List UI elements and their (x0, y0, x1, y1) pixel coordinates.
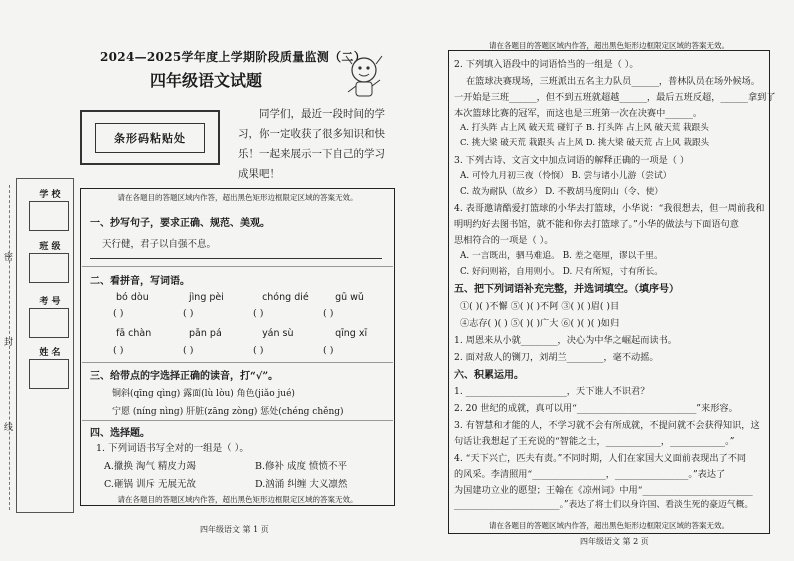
answer-bracket[interactable]: ( ) (253, 308, 264, 319)
exam-subject: 四年级语文试题 (150, 71, 263, 90)
r-q6-4-c[interactable]: 为国建功立业的愿望；王翰在《凉州词》中用“________________________ (454, 485, 753, 496)
answer-bracket[interactable]: ( ) (253, 345, 264, 356)
exam-title: 2024—2025学年度上学期阶段质量监测（二） (100, 50, 366, 64)
r-q4-opt-1[interactable]: A. 一言既出，驷马难追。 B. 差之毫厘，谬以千里。 (460, 251, 663, 261)
q4-option-d[interactable]: D.汹涌 纠缠 大义凛然 (255, 479, 348, 490)
r-q6-4-a: 4. “天下兴亡，匹夫有责。”不同时期，人们在家国大义面前表现出了不同 (454, 453, 747, 464)
r-q2-opt-1[interactable]: A. 打头阵 占上风 破天荒 碰钉子 B. 打头阵 占上风 破天荒 栽跟头 (460, 123, 709, 133)
q2-pinyin-row-2 (116, 328, 395, 339)
r-q6-4-b[interactable]: 的风采。李清照用“________________，________________。”表达了 (454, 469, 726, 480)
r-q2-para-3: 本次篮球比赛的冠军，而这也是三班第一次在决赛中______。 (454, 108, 703, 119)
q1-title: 一、抄写句子，要求正确、规范、美观。 (90, 218, 270, 229)
r-q2-para-2: 一开始是三班______，但不到五班就超越______，最后五班反超，______拿到了 (454, 92, 776, 103)
barcode-paste-area (80, 110, 220, 165)
r-q4-para-1: 明明约好去图书馆，就不能和你去打篮球了。”小华的做法与下面语句意 (454, 219, 739, 230)
school-field[interactable] (29, 201, 69, 231)
answer-bracket[interactable]: ( ) (183, 345, 194, 356)
pinyin: qīng xī (335, 328, 368, 339)
pinyin: pān pá (189, 328, 222, 339)
answer-bracket[interactable]: ( ) (113, 308, 124, 319)
divider (82, 266, 393, 267)
r-q6-1[interactable]: 1. ______________________，天下谁人不识君？ (454, 386, 650, 397)
r-q3-opt-2[interactable]: C. 故为耐队（故乡） D. 不教胡马度阴山（令、使） (460, 187, 664, 197)
pinyin: yán sù (262, 328, 294, 339)
class-field[interactable] (29, 253, 69, 283)
r-q4: 4. 表哥邀请酷爱打篮球的小华去打篮球，小华说：“我很想去，但一周前我和 (454, 203, 765, 214)
r-q3-opt-1[interactable]: A. 可怜九月初三夜（怜悯） B. 尝与诸小儿游（尝试） (460, 171, 672, 181)
warning-top-left: 请在各题目的答题区域内作答，超出黑色矩形边框限定区域的答案无效。 (117, 193, 358, 202)
q3-title: 三、给带点的字选择正确的读音，打“√”。 (90, 371, 279, 382)
page-footer-2: 四年级语文 第 2 页 (580, 537, 649, 546)
mascot-illustration (340, 52, 388, 102)
q2-answer-row-2 (113, 345, 383, 356)
divider (82, 420, 393, 421)
class-label: 班 级 (39, 242, 61, 252)
r-q6-2[interactable]: 2. 20 世纪的成就，真可以用“__________________________”来形容。 (454, 403, 738, 414)
q4-sub1: 1. 下列词语书写全对的一组是（ ）。 (96, 443, 249, 454)
warning-bottom-left: 请在各题目的答题区域内作答，超出黑色矩形边框限定区域的答案无效。 (117, 495, 358, 504)
r-q6-4-d[interactable]: ________________________。”表达了将士们以身许国、看淡生死的豪迈气概。 (454, 500, 754, 510)
r-q5-title: 五、把下列词语补充完整，并选词填空。（填序号） (454, 284, 679, 295)
q2-pinyin-row-1 (116, 292, 395, 303)
pinyin: jìng pèi (189, 292, 224, 303)
q4-option-c[interactable]: C.砸锅 训斥 无展无故 (104, 479, 196, 490)
cut-mark-xian: 线 (4, 423, 14, 433)
cut-mark-feng: 封 (4, 338, 14, 348)
q4-option-a[interactable]: A.擸换 淘气 精皮力竭 (104, 461, 196, 472)
divider (82, 362, 393, 363)
pinyin: gū wǔ (335, 292, 364, 303)
barcode-label: 条形码粘贴处 (95, 123, 205, 153)
r-q5-s2[interactable]: 2. 面对敌人的铡刀，刘胡兰________，毫不动摇。 (454, 352, 659, 363)
r-q6-title: 六、积累运用。 (454, 370, 524, 381)
q1-answer-line[interactable] (90, 258, 382, 259)
pinyin: bó dòu (116, 292, 149, 303)
school-label: 学 校 (39, 190, 61, 200)
student-info-strip (16, 178, 74, 513)
name-field[interactable] (29, 359, 69, 389)
answer-bracket[interactable]: ( ) (323, 345, 334, 356)
greeting-text: 同学们，最近一段时间的学习，你一定收获了很多知识和快乐！一起来展示一下自己的学习成果吧！ (238, 108, 385, 180)
cut-mark-mi: 密 (4, 253, 14, 263)
warning-top-right: 请在各题目的答题区域内作答，超出黑色矩形边框限定区域的答案无效。 (489, 41, 729, 50)
answer-bracket[interactable]: ( ) (323, 308, 334, 319)
q3-line-1: 铜斜(qīng qìng) 露面(lù lòu) 角色(jiǎo jué) (112, 389, 295, 399)
r-q6-3-b[interactable]: 句话让我想起了王充说的“智能之士，____________，____________。” (454, 436, 735, 447)
r-q4-opt-2[interactable]: C. 好问则裕，自用则小。 D. 尺有所短，寸有所长。 (460, 267, 664, 277)
exam-no-label: 考 号 (39, 297, 61, 307)
warning-bottom-right: 请在各题目的答题区域内作答，超出黑色矩形边框限定区域的答案无效。 (489, 521, 729, 530)
r-q2: 2. 下列填入语段中的词语恰当的一组是（ ）。 (454, 59, 639, 70)
answer-bracket[interactable]: ( ) (113, 345, 124, 356)
q4-title: 四、选择题。 (90, 428, 150, 439)
r-q2-para-1: 在篮球决赛现场，三班派出五名主力队员______，普林队员在场外候场。 (466, 76, 760, 87)
page-footer-1: 四年级语文 第 1 页 (200, 525, 269, 534)
r-q5-line-2[interactable]: ④志存( )( ) ⑤( )( )广大 ⑥( )( )( )如归 (460, 318, 620, 329)
exam-no-field[interactable] (29, 308, 69, 338)
r-q3: 3. 下列古诗、文言文中加点词语的解释正确的一项是（ ） (454, 155, 690, 166)
r-q6-3-a: 3. 有智慧和才能的人，不学习就不会有所成就，不提问就不会获得知识，这 (454, 420, 760, 431)
q1-sentence: 天行健，君子以自强不息。 (102, 239, 217, 250)
r-q2-opt-2[interactable]: C. 挑大梁 破天荒 栽跟头 占上风 D. 挑大梁 破天荒 占上风 栽跟头 (460, 138, 710, 148)
r-q5-s1[interactable]: 1. 周恩来从小就________，决心为中华之崛起而读书。 (454, 335, 677, 346)
pinyin: fā chàn (116, 328, 152, 339)
name-label: 姓 名 (39, 348, 61, 358)
r-q4-para-2: 思相符合的一项是（ ）。 (454, 235, 554, 246)
q2-answer-row-1 (113, 308, 383, 319)
q4-option-b[interactable]: B.修补 成度 愤愤不平 (255, 461, 348, 472)
q2-title: 二、看拼音，写词语。 (90, 276, 190, 287)
answer-bracket[interactable]: ( ) (183, 308, 194, 319)
q3-line-2: 宁愿 (níng nìng) 肝脏(zāng zòng) 惩处(chéng chěng) (112, 407, 344, 417)
pinyin: chóng dié (262, 292, 309, 303)
r-q5-line-1[interactable]: ①( )( )不懈 ⑤( )( )不阿 ③( )( )眉( )目 (460, 301, 620, 312)
